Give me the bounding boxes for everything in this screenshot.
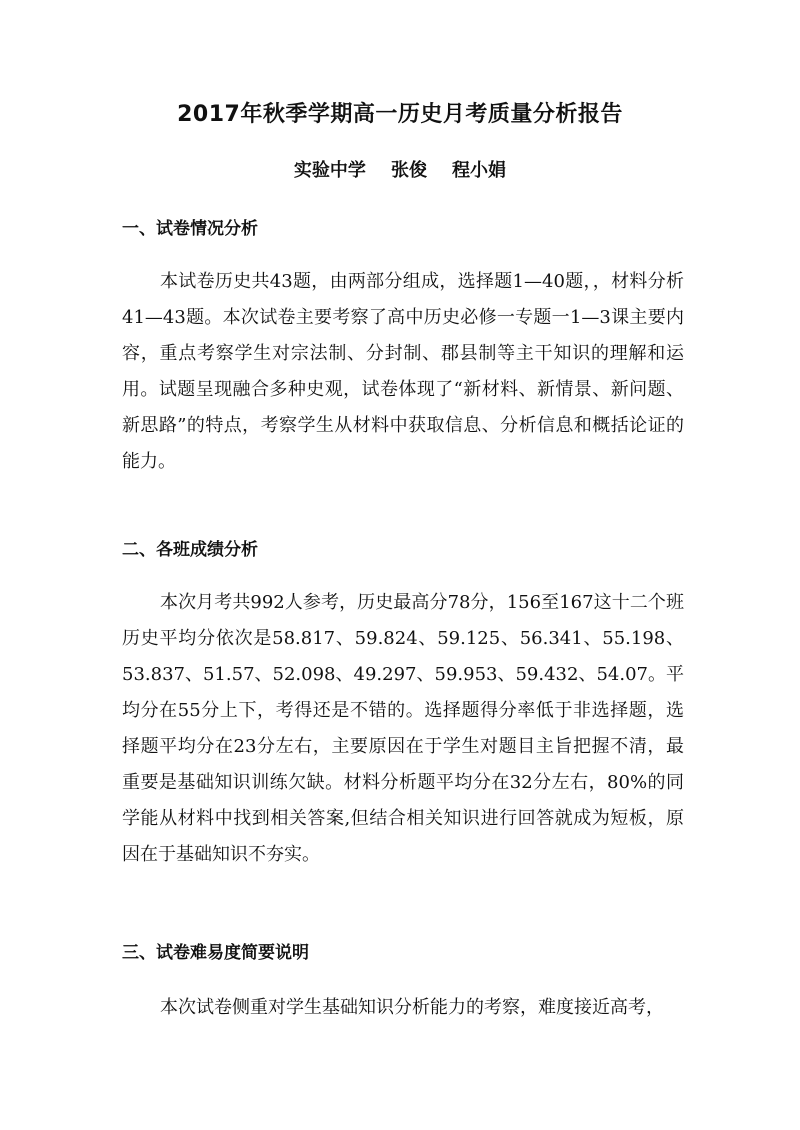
section-paragraph-1: 本试卷历史共43题，由两部分组成，选择题1—40题，，材料分析41—43题。本次试卷主要考察了高中历史必修一专题一1—3课主要内容，重点考察学生对宗法制、分封制、郡县制等主干知识的理解和运用。试题呈现融合多种史观，试卷体现了“新材料、新情景、新问题、新思路”的特点，考察学生从材料中获取信息、分析信息和概括论证的能力。 <box>122 271 684 472</box>
section-heading-1: 一、试卷情况分析 <box>122 219 258 239</box>
section-paragraph-3: 本次试卷侧重对学生基础知识分析能力的考察，难度接近高考， <box>160 997 664 1018</box>
section-heading-3: 三、试卷难易度简要说明 <box>122 943 309 963</box>
section-heading-2: 二、各班成绩分析 <box>122 540 258 560</box>
section-paragraph-2: 本次月考共992人参考，历史最高分78分，156至167这十二个班历史平均分依次是58.817、59.824、59.125、56.341、55.198、53.837、51.57、52.098、49.297、59.953、59.432、54.07。平均分在55分上下，考得还是不错的。选择题得分率低于非选择题，选择题平均分在23分左右，主要原因在于学生对题目主旨把握不清，最重要是基础知识训练欠缺。材料分析题平均分在32分左右，80%的同学能从材料中找到相关答案,但结合相关知识进行回答就成为短板，原因在于基础知识不夯实。 <box>122 592 684 865</box>
document-authors: 实验中学 张俊 程小娟 <box>293 160 507 181</box>
document-title: 2017年秋季学期高一历史月考质量分析报告 <box>177 102 623 127</box>
